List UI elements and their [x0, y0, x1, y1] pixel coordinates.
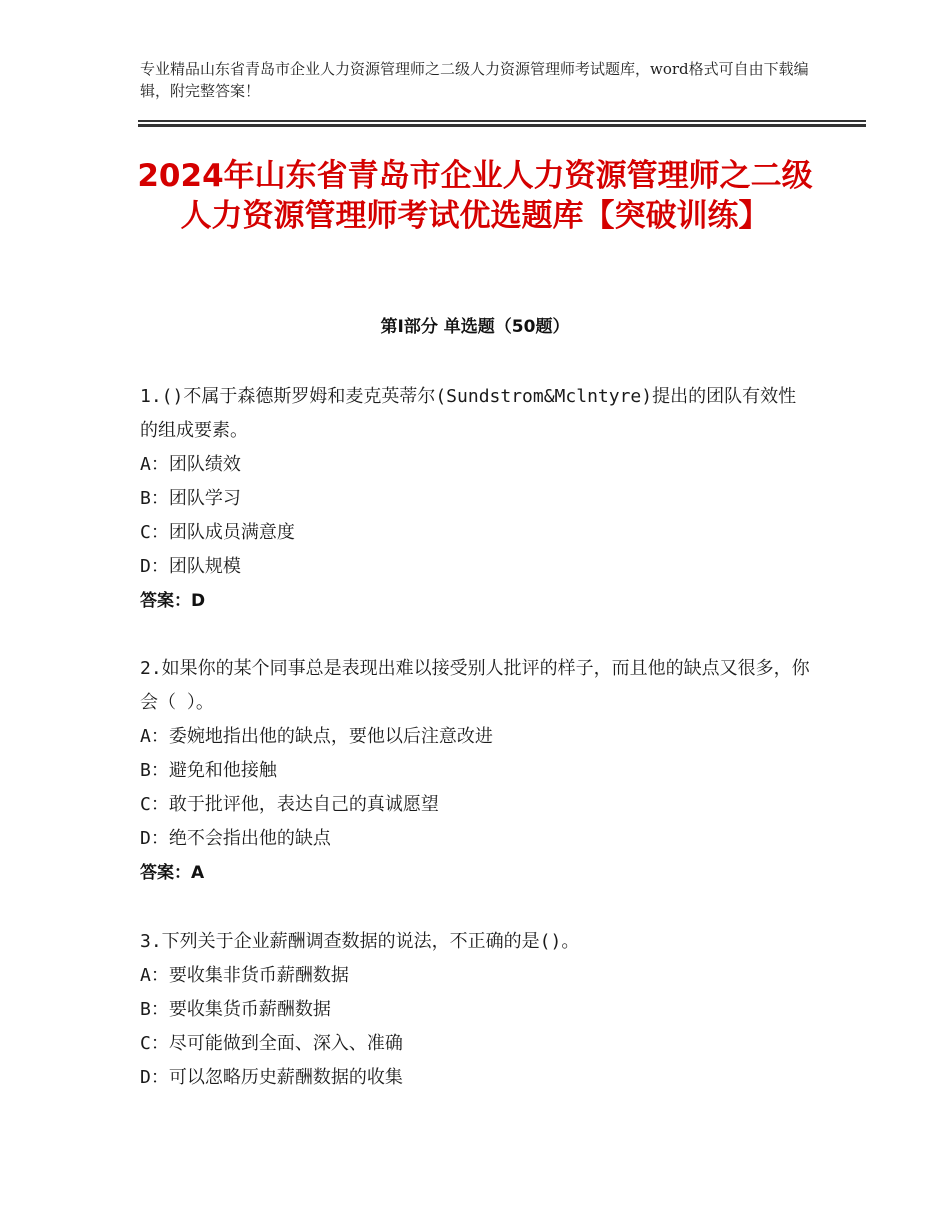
header-divider-thick [138, 124, 866, 127]
option-a: A：要收集非货币薪酬数据 [140, 965, 349, 986]
option-c: C：敢于批评他，表达自己的真诚愿望 [140, 794, 439, 815]
option-b: B：要收集货币薪酬数据 [140, 999, 331, 1020]
question-3 [140, 925, 810, 1095]
question-2 [140, 652, 810, 890]
document-title: 2024年山东省青岛市企业人力资源管理师之二级人力资源管理师考试优选题库【突破训练】 [137, 158, 813, 234]
header-divider-thin [138, 120, 866, 122]
section-heading: 第Ⅰ部分 单选题（50题） [380, 317, 570, 337]
option-b: B：团队学习 [140, 488, 241, 509]
question-1 [140, 380, 810, 618]
option-d: D：团队规模 [140, 556, 241, 577]
option-c: C：团队成员满意度 [140, 522, 295, 543]
question-stem: 2.如果你的某个同事总是表现出难以接受别人批评的样子，而且他的缺点又很多，你会（ ）。 [140, 658, 810, 713]
option-d: D：绝不会指出他的缺点 [140, 828, 331, 849]
answer-line: 答案：D [140, 591, 206, 611]
option-c: C：尽可能做到全面、深入、准确 [140, 1033, 403, 1054]
option-a: A：团队绩效 [140, 454, 241, 475]
answer-line: 答案：A [140, 863, 205, 883]
option-a: A：委婉地指出他的缺点，要他以后注意改进 [140, 726, 493, 747]
question-stem: 3.下列关于企业薪酬调查数据的说法，不正确的是()。 [140, 931, 580, 952]
question-stem: 1.()不属于森德斯罗姆和麦克英蒂尔(Sundstrom&Mclntyre)提出的团队有效性的组成要素。 [140, 386, 797, 441]
header-note: 专业精品山东省青岛市企业人力资源管理师之二级人力资源管理师考试题库，word格式可自由下载编辑，附完整答案！ [140, 60, 809, 100]
option-b: B：避免和他接触 [140, 760, 277, 781]
option-d: D：可以忽略历史薪酬数据的收集 [140, 1067, 403, 1088]
